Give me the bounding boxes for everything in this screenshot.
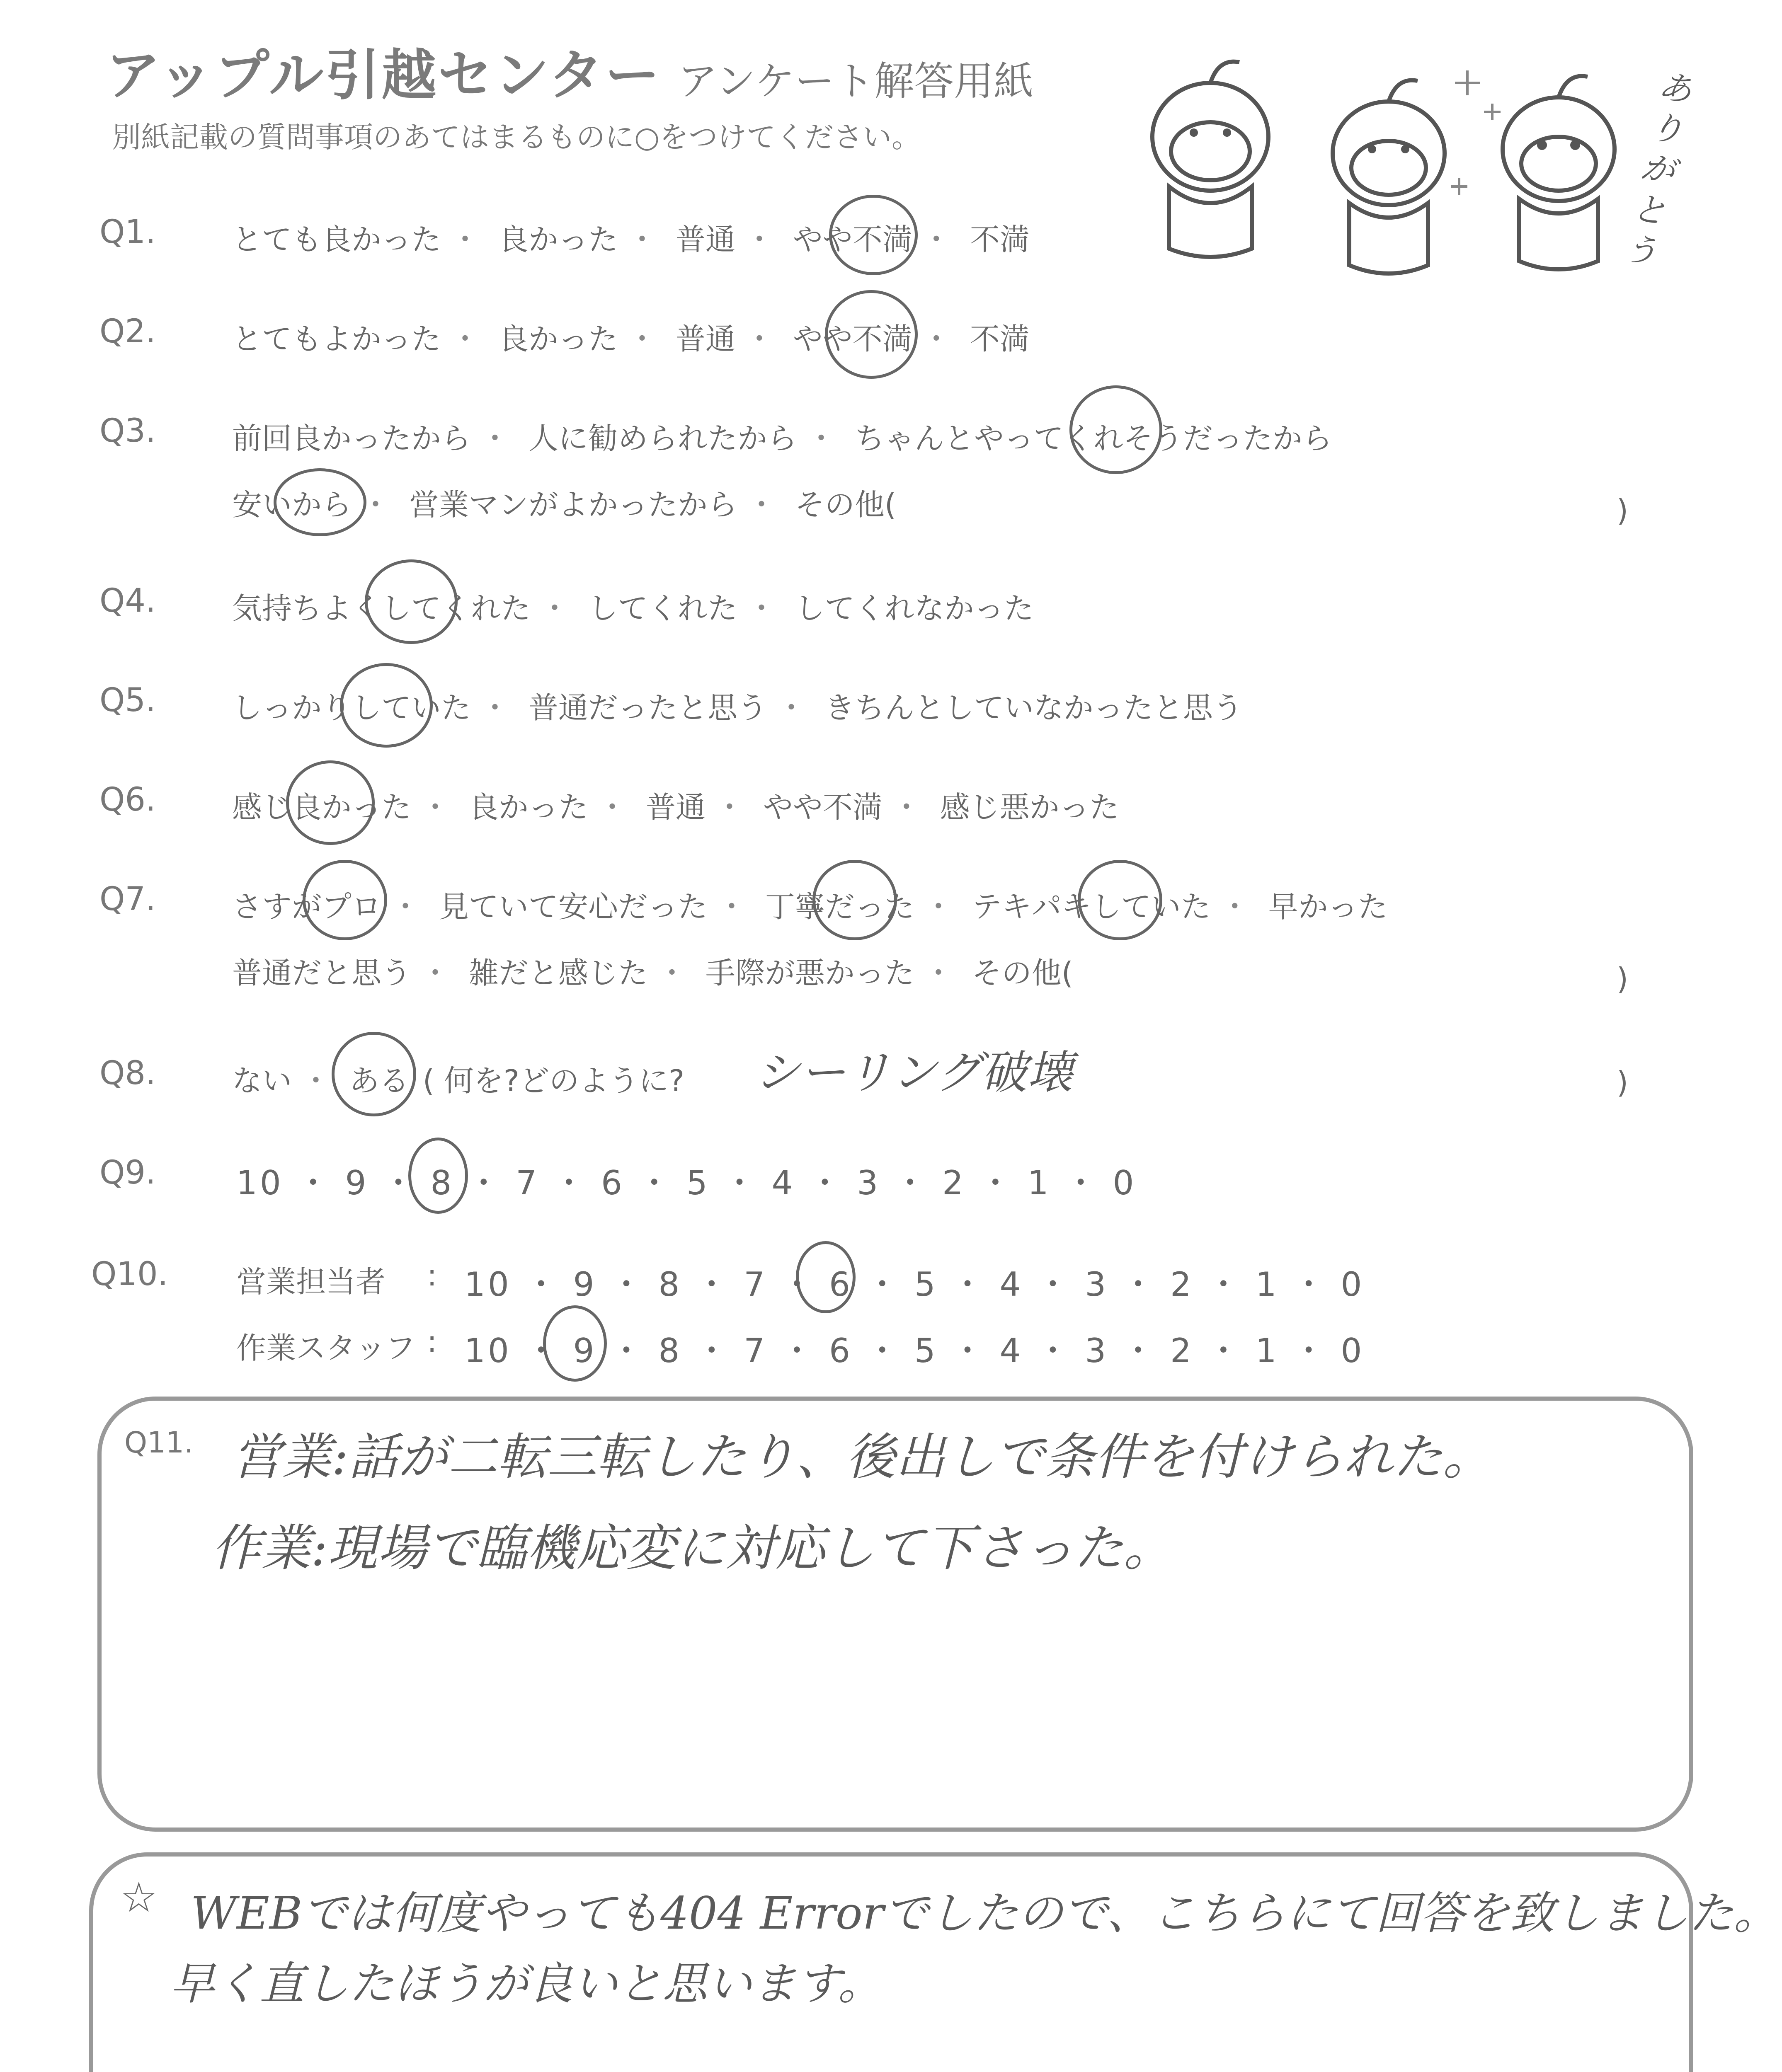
q3-answer-circle	[1069, 385, 1162, 474]
q1-option[interactable]: 不満	[970, 222, 1030, 257]
q2-option[interactable]: 良かった	[498, 322, 618, 356]
q2-option[interactable]: とてもよかった	[232, 322, 441, 356]
q7-options-line1: さすがプロ ・ 見ていて安心だった ・ 丁寧だった ・ テキパキしていた ・ 早かった	[232, 889, 1388, 924]
q7-answer-circle-2	[812, 860, 897, 940]
mascot-monkey-smiling-icon	[1333, 80, 1445, 274]
q6-option[interactable]: 感じ悪かった	[940, 790, 1119, 825]
q7-option[interactable]: 手際が悪かった	[705, 956, 914, 990]
q9-score[interactable]: 6	[601, 1164, 625, 1202]
q7-option-selected[interactable]: テキパキしていた	[972, 889, 1211, 924]
q11-comment-line: 営業:話が二転三転したり、後出しで条件を付けられた。	[232, 1428, 1493, 1486]
q6-option[interactable]: やや不満	[763, 790, 883, 825]
q5-option[interactable]: きちんとしていなかったと思う	[824, 690, 1243, 725]
q3-option[interactable]: 人に勧められたから	[528, 421, 797, 456]
q4-option-selected[interactable]: 気持ちよくしてくれた	[232, 591, 531, 626]
q8-prompt: ( 何を?どのように?	[422, 1063, 685, 1098]
q7-label: Q7.	[99, 881, 156, 918]
q3-answer-circle-2	[274, 468, 366, 536]
mascot-caption: ありがとう	[1620, 66, 1696, 273]
q10-sales-answer-circle	[796, 1241, 856, 1313]
q10-sales-score[interactable]: 9	[573, 1265, 597, 1304]
star-marker-icon: ☆	[120, 1873, 158, 1922]
q10-staff-score[interactable]: 7	[744, 1331, 768, 1370]
q5-options: しっかりしていた ・ 普通だったと思う ・ きちんとしていなかったと思う	[232, 690, 1243, 725]
q2-answer-circle	[825, 290, 918, 379]
q9-score-selected[interactable]: 8	[430, 1164, 454, 1202]
form-subtitle: アンケート解答用紙	[678, 58, 1034, 104]
q10-sales-score[interactable]: 3	[1085, 1265, 1109, 1304]
q10-staff-score[interactable]: 10	[464, 1331, 512, 1370]
q7-option[interactable]: 見ていて安心だった	[439, 889, 708, 924]
mascot-illustration	[1119, 54, 1700, 286]
q11-label: Q11.	[124, 1426, 194, 1460]
q9-scale: 10 ・ 9 ・ 8 ・ 7 ・ 6 ・ 5 ・ 4 ・ 3 ・ 2 ・ 1 ・ 0	[236, 1164, 1137, 1202]
q8-close-paren: )	[1617, 1065, 1629, 1100]
q7-option[interactable]: 雑だと感じた	[468, 956, 648, 990]
q5-label: Q5.	[99, 682, 156, 719]
q7-option[interactable]: 早かった	[1268, 889, 1388, 924]
q6-answer-circle	[286, 760, 375, 845]
q3-close-paren: )	[1617, 493, 1629, 528]
q7-option-other[interactable]: その他(	[972, 956, 1073, 990]
q11-comment-line: 作業:現場で臨機応変に対応して下さった。	[211, 1520, 1173, 1577]
q8-answer-circle	[332, 1032, 416, 1116]
q3-option-selected[interactable]: 安いから	[232, 487, 352, 522]
q3-options-line1: 前回良かったから ・ 人に勧められたから ・ ちゃんとやってくれそうだったから	[232, 421, 1332, 456]
q2-label: Q2.	[99, 313, 156, 350]
q10-sales-score-selected[interactable]: 6	[829, 1265, 853, 1304]
q10-sales-score[interactable]: 10	[464, 1265, 512, 1304]
q7-option-selected[interactable]: 丁寧だった	[765, 889, 914, 924]
q10-staff-score[interactable]: 3	[1085, 1331, 1109, 1370]
q1-label: Q1.	[99, 213, 156, 251]
q8-option-selected[interactable]: ある	[349, 1063, 409, 1098]
q4-answer-circle	[365, 559, 458, 644]
q1-answer-circle	[829, 195, 918, 275]
q3-option[interactable]: 前回良かったから	[232, 421, 471, 456]
q1-option[interactable]: とても良かった	[232, 222, 441, 257]
q5-option-selected[interactable]: しっかりしていた	[232, 690, 471, 725]
q6-option[interactable]: 良かった	[468, 790, 588, 825]
instruction-text: 別紙記載の質問事項のあてはまるものに○をつけてください。	[112, 120, 921, 154]
q10-sales-score[interactable]: 8	[658, 1265, 682, 1304]
q5-answer-circle	[340, 663, 433, 748]
q2-options: とてもよかった ・ 良かった ・ 普通 ・ やや不満 ・ 不満	[232, 322, 1030, 356]
q9-score[interactable]: 0	[1113, 1164, 1137, 1202]
q10-staff-answer-circle	[543, 1305, 607, 1382]
q8-options: ない ・ ある ( 何を?どのように?	[232, 1063, 685, 1098]
q6-option[interactable]: 普通	[645, 790, 706, 825]
q10-staff-score[interactable]: 0	[1341, 1331, 1365, 1370]
q7-options-line2: 普通だと思う ・ 雑だと感じた ・ 手際が悪かった ・ その他(	[232, 956, 1073, 990]
q3-options-line2: 安いから ・ 営業マンがよかったから ・ その他(	[232, 487, 896, 522]
q9-label: Q9.	[99, 1154, 156, 1191]
q10-sales-score[interactable]: 5	[914, 1265, 938, 1304]
q8-answer-handwritten: シーリング破壊	[754, 1046, 1073, 1099]
q7-option-selected[interactable]: さすがプロ	[232, 889, 382, 924]
q6-option-selected[interactable]: 感じ良かった	[232, 790, 412, 825]
q10-staff-name: 作業スタッフ	[236, 1331, 416, 1365]
q7-option[interactable]: 普通だと思う	[232, 956, 412, 990]
q9-score[interactable]: 2	[942, 1164, 966, 1202]
q1-option[interactable]: 良かった	[498, 222, 618, 257]
q2-option-selected[interactable]: やや不満	[793, 322, 912, 356]
q1-options: とても良かった ・ 良かった ・ 普通 ・ やや不満 ・ 不満	[232, 222, 1030, 257]
q3-option[interactable]: 営業マンがよかったから	[409, 487, 737, 522]
q3-label: Q3.	[99, 412, 156, 450]
q7-close-paren: )	[1617, 961, 1629, 996]
q10-staff-score[interactable]: 4	[999, 1331, 1023, 1370]
q9-score[interactable]: 7	[516, 1164, 540, 1202]
q7-answer-circle-3	[1078, 860, 1162, 940]
q9-score[interactable]: 4	[771, 1164, 795, 1202]
q10-sales-score[interactable]: 2	[1170, 1265, 1194, 1304]
form-title: アップル引越センター	[106, 44, 662, 107]
q8-option[interactable]: ない	[232, 1063, 292, 1098]
q10-staff-score[interactable]: 5	[914, 1331, 938, 1370]
q9-score[interactable]: 3	[857, 1164, 881, 1202]
q6-options: 感じ良かった ・ 良かった ・ 普通 ・ やや不満 ・ 感じ悪かった	[232, 790, 1119, 825]
q10-sales-score[interactable]: 7	[744, 1265, 768, 1304]
q10-staff-score-selected[interactable]: 9	[573, 1331, 597, 1370]
q4-label: Q4.	[99, 582, 156, 620]
q5-option[interactable]: 普通だったと思う	[528, 690, 767, 725]
q10-staff-sep: :	[427, 1324, 437, 1359]
q10-sales-name: 営業担当者	[236, 1264, 386, 1299]
q10-sales-score[interactable]: 4	[999, 1265, 1023, 1304]
q1-option[interactable]: 普通	[675, 222, 735, 257]
q10-sales-score[interactable]: 1	[1255, 1265, 1279, 1304]
q9-score[interactable]: 9	[345, 1164, 369, 1202]
mascot-monkey-thanks-icon	[1503, 76, 1615, 269]
q10-staff-score[interactable]: 8	[658, 1331, 682, 1370]
q10-staff-score[interactable]: 2	[1170, 1331, 1194, 1370]
q10-staff-score[interactable]: 1	[1255, 1331, 1279, 1370]
q10-label: Q10.	[91, 1256, 168, 1293]
q9-answer-circle	[408, 1138, 468, 1214]
q10-sales-scale: 10 ・ 9 ・ 8 ・ 7 ・ 6 ・ 5 ・ 4 ・ 3 ・ 2 ・ 1 ・ 0	[464, 1265, 1365, 1304]
q10-staff-scale: 10 ・ 9 ・ 8 ・ 7 ・ 6 ・ 5 ・ 4 ・ 3 ・ 2 ・ 1 ・ 0	[464, 1331, 1365, 1370]
q2-option[interactable]: 普通	[675, 322, 735, 356]
q1-option-selected[interactable]: やや不満	[793, 222, 912, 257]
q9-score[interactable]: 5	[686, 1164, 710, 1202]
q3-option-other[interactable]: その他(	[795, 487, 896, 522]
q3-option-selected[interactable]: ちゃんとやってくれそうだったから	[854, 421, 1332, 456]
q6-label: Q6.	[99, 781, 156, 818]
q7-answer-circle-1	[303, 860, 387, 940]
q10-sales-score[interactable]: 0	[1341, 1265, 1365, 1304]
q8-label: Q8.	[99, 1055, 156, 1092]
q2-option[interactable]: 不満	[970, 322, 1030, 356]
q10-staff-score[interactable]: 6	[829, 1331, 853, 1370]
q4-options: 気持ちよくしてくれた ・ してくれた ・ してくれなかった	[232, 591, 1034, 626]
mascot-monkey-laughing-icon	[1152, 62, 1268, 257]
q9-score[interactable]: 10	[236, 1164, 284, 1202]
q4-option[interactable]: してくれなかった	[795, 591, 1034, 626]
notes-line: 早く直したほうが良いと思います。	[170, 1958, 883, 2010]
notes-line	[170, 2064, 1422, 2072]
notes-line: WEBでは何度やっても404 Errorでしたので、こちらにて回答を致しました。	[191, 1888, 1779, 1939]
q9-score[interactable]: 1	[1027, 1164, 1051, 1202]
q10-sales-sep: :	[427, 1258, 437, 1293]
q4-option[interactable]: してくれた	[588, 591, 737, 626]
